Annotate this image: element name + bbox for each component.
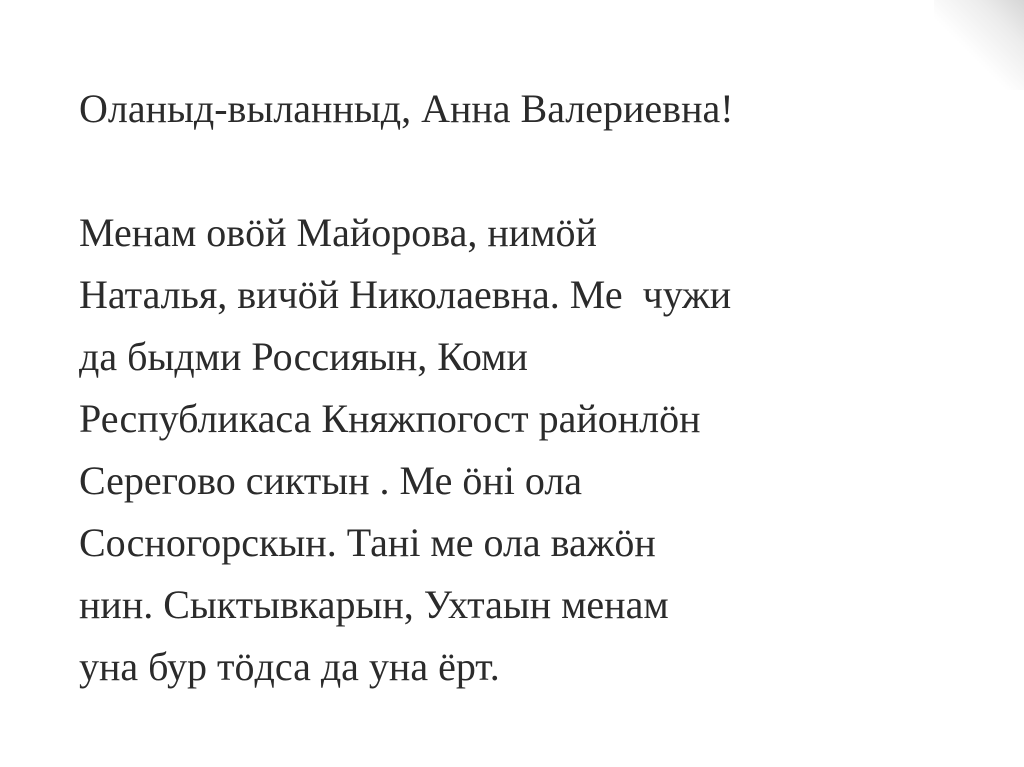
greeting-line: Оланыд-выланныд, Анна Валериевна!: [79, 86, 734, 131]
letter-text: [79, 78, 979, 698]
body-line: Республикаса Княжпогост районлӧн: [79, 396, 701, 441]
body-line: Наталья, вичӧй Николаевна. Ме чужи: [79, 272, 732, 317]
body-line: Серегово сиктын . Ме ӧнi ола: [79, 458, 583, 503]
body-line: уна бур тӧдса да уна ёрт.: [79, 644, 500, 689]
body-line: нин. Сыктывкарын, Ухтаын менам: [79, 582, 669, 627]
body-line: Менам овӧй Майорова, нимӧй: [79, 210, 597, 255]
corner-shadow: [934, 0, 1024, 90]
body-line: Сосногорскын. Танi ме ола важӧн: [79, 520, 656, 565]
body-line: да быдми Россияын, Коми: [79, 334, 528, 379]
blank-line: [79, 140, 979, 202]
